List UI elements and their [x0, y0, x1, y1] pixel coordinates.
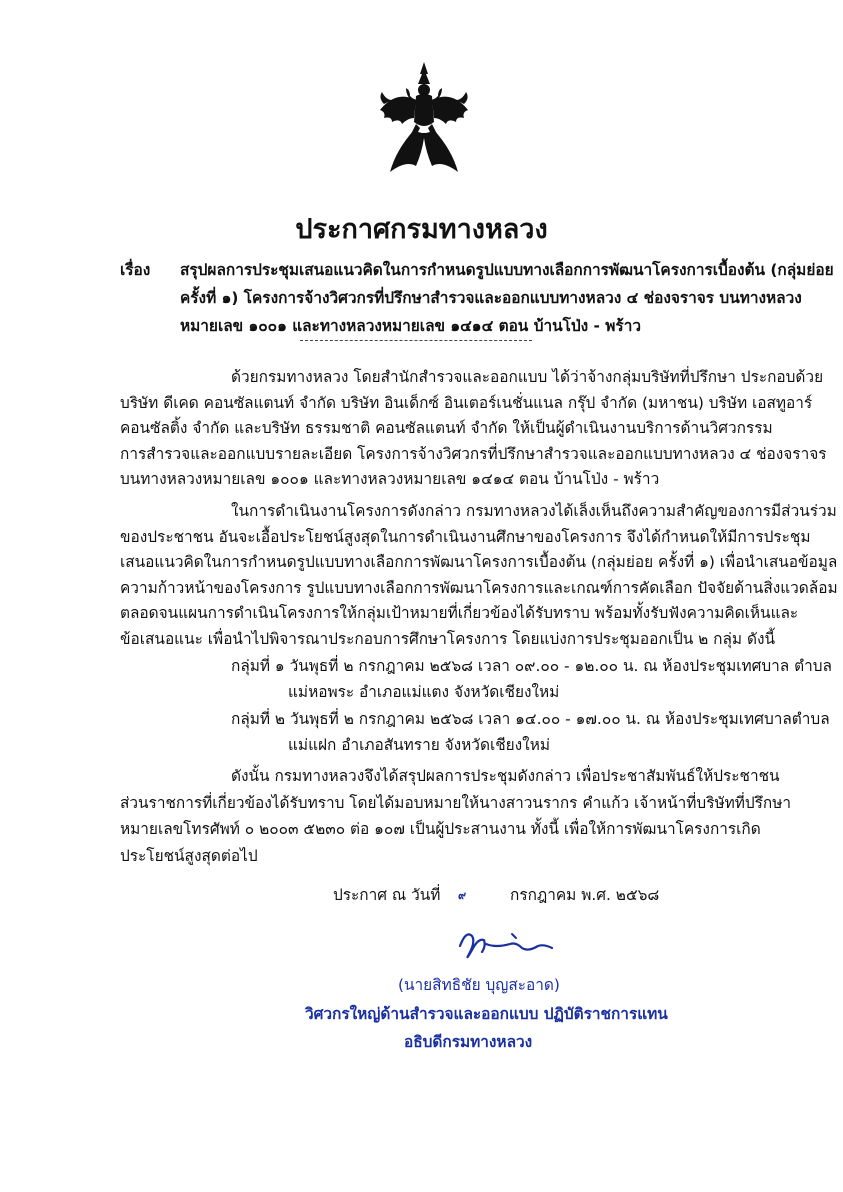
handwritten-signature [452, 926, 562, 962]
body-line: บนทางหลวงหมายเลข ๑๐๐๑ และทางหลวงหมายเลข ๑๔๑๔ ตอน บ้านโป่ง - พร้าว [120, 470, 660, 488]
signer-title: อธิบดีกรมทางหลวง [404, 1033, 533, 1051]
body-line: คอนซัลติ้ง จำกัด และบริษัท ธรรมชาติ คอนซัลแตนท์ จำกัด ให้เป็นผู้ดำเนินงานบริการด้านวิศวกรรม [120, 419, 773, 437]
body-line: ของประชาชน อันจะเอื้อประโยชน์สูงสุดในการดำเนินงานศึกษาของโครงการ จึงได้กำหนดให้มีการประชุม [120, 528, 811, 546]
body-line: ด้วยกรมทางหลวง โดยสำนักสำรวจและออกแบบ ได้ว่าจ้างกลุ่มบริษัทที่ปรึกษา ประกอบด้วย [231, 368, 824, 386]
body-line: ความก้าวหน้าของโครงการ รูปแบบทางเลือกการพัฒนาโครงการและเกณฑ์การคัดเลือก ปัจจัยด้านสิ่งแวดล้อม [120, 579, 838, 597]
body-line: การสำรวจและออกแบบรายละเอียด โครงการจ้างวิศวกรที่ปรึกษาสำรวจและออกแบบทางหลวง ๔ ช่องจราจร [120, 445, 827, 463]
signer-position: วิศวกรใหญ่ด้านสำรวจและออกแบบ ปฏิบัติราชการแทน [305, 1005, 668, 1023]
body-line: เสนอแนวคิดในการกำหนดรูปแบบทางเลือกการพัฒนาโครงการเบื้องต้น (กลุ่มย่อย ครั้งที่ ๑) เพื่อนำเสนอข้อมูล [120, 553, 838, 571]
body-line: หมายเลขโทรศัพท์ ๐ ๒๐๐๓ ๕๒๓๐ ต่อ ๑๐๗ เป็นผู้ประสานงาน ทั้งนี้ เพื่อให้การพัฒนาโครงการเกิด [120, 820, 761, 838]
page-title: ประกาศกรมทางหลวง [295, 214, 548, 245]
dashed-divider [300, 340, 532, 341]
body-line: ส่วนราชการที่เกี่ยวข้องได้รับทราบ โดยได้มอบหมายให้นางสาวนรากร คำแก้ว เจ้าหน้าที่บริษัทที่ปรึกษา [120, 794, 792, 812]
body-line: ในการดำเนินงานโครงการดังกล่าว กรมทางหลวงได้เล็งเห็นถึงความสำคัญของการมีส่วนร่วม [231, 502, 837, 520]
body-line: ข้อเสนอแนะ เพื่อนำไปพิจารณาประกอบการศึกษาโครงการ โดยแบ่งการประชุมออกเป็น ๒ กลุ่ม ดังนี้ [120, 630, 776, 648]
subject-label: เรื่อง [120, 261, 151, 279]
meeting-group-1: กลุ่มที่ ๑ วันพุธที่ ๒ กรกฎาคม ๒๕๖๘ เวลา ๐๙.๐๐ - ๑๒.๐๐ น. ณ ห้องประชุมเทศบาล ตำบล [231, 657, 832, 675]
body-line: บริษัท ดีเคด คอนซัลแตนท์ จำกัด บริษัท อินเด็กซ์ อินเตอร์เนชั่นแนล กรุ๊ป จำกัด (มหาชน) บริษัท เอสทูอาร์ [120, 394, 813, 412]
body-line: ดังนั้น กรมทางหลวงจึงได้สรุปผลการประชุมดังกล่าว เพื่อประชาสัมพันธ์ให้ประชาชน [231, 767, 780, 785]
body-line: ประโยชน์สูงสุดต่อไป [120, 847, 258, 865]
body-line: ตลอดจนแผนการดำเนินโครงการให้กลุ่มเป้าหมายที่เกี่ยวข้องได้รับทราบ พร้อมทั้งรับฟังความคิดเห็นและ [120, 604, 799, 622]
subject-line: ครั้งที่ ๑) โครงการจ้างวิศวกรที่ปรึกษาสำรวจและออกแบบทางหลวง ๔ ช่องจราจร บนทางหลวง [180, 289, 802, 307]
garuda-emblem-icon [376, 60, 472, 178]
subject-line: หมายเลข ๑๐๐๑ และทางหลวงหมายเลข ๑๔๑๔ ตอน บ้านโป่ง - พร้าว [180, 317, 641, 335]
announce-month-year: กรกฎาคม พ.ศ. ๒๕๖๘ [510, 886, 660, 904]
signer-name: (นายสิทธิชัย บุญสะอาด) [398, 976, 560, 994]
announce-prefix: ประกาศ ณ วันที่ [333, 886, 441, 904]
meeting-group-2: กลุ่มที่ ๒ วันพุธที่ ๒ กรกฎาคม ๒๕๖๘ เวลา ๑๔.๐๐ - ๑๗.๐๐ น. ณ ห้องประชุมเทศบาลตำบล [231, 710, 830, 728]
subject-line: สรุปผลการประชุมเสนอแนวคิดในการกำหนดรูปแบบทางเลือกการพัฒนาโครงการเบื้องต้น (กลุ่มย่อย [180, 261, 834, 279]
meeting-group-1-location: แม่หอพระ อำเภอแม่แตง จังหวัดเชียงใหม่ [288, 683, 560, 701]
announce-day: ๙ [458, 889, 467, 902]
meeting-group-2-location: แม่แฝก อำเภอสันทราย จังหวัดเชียงใหม่ [288, 736, 550, 754]
